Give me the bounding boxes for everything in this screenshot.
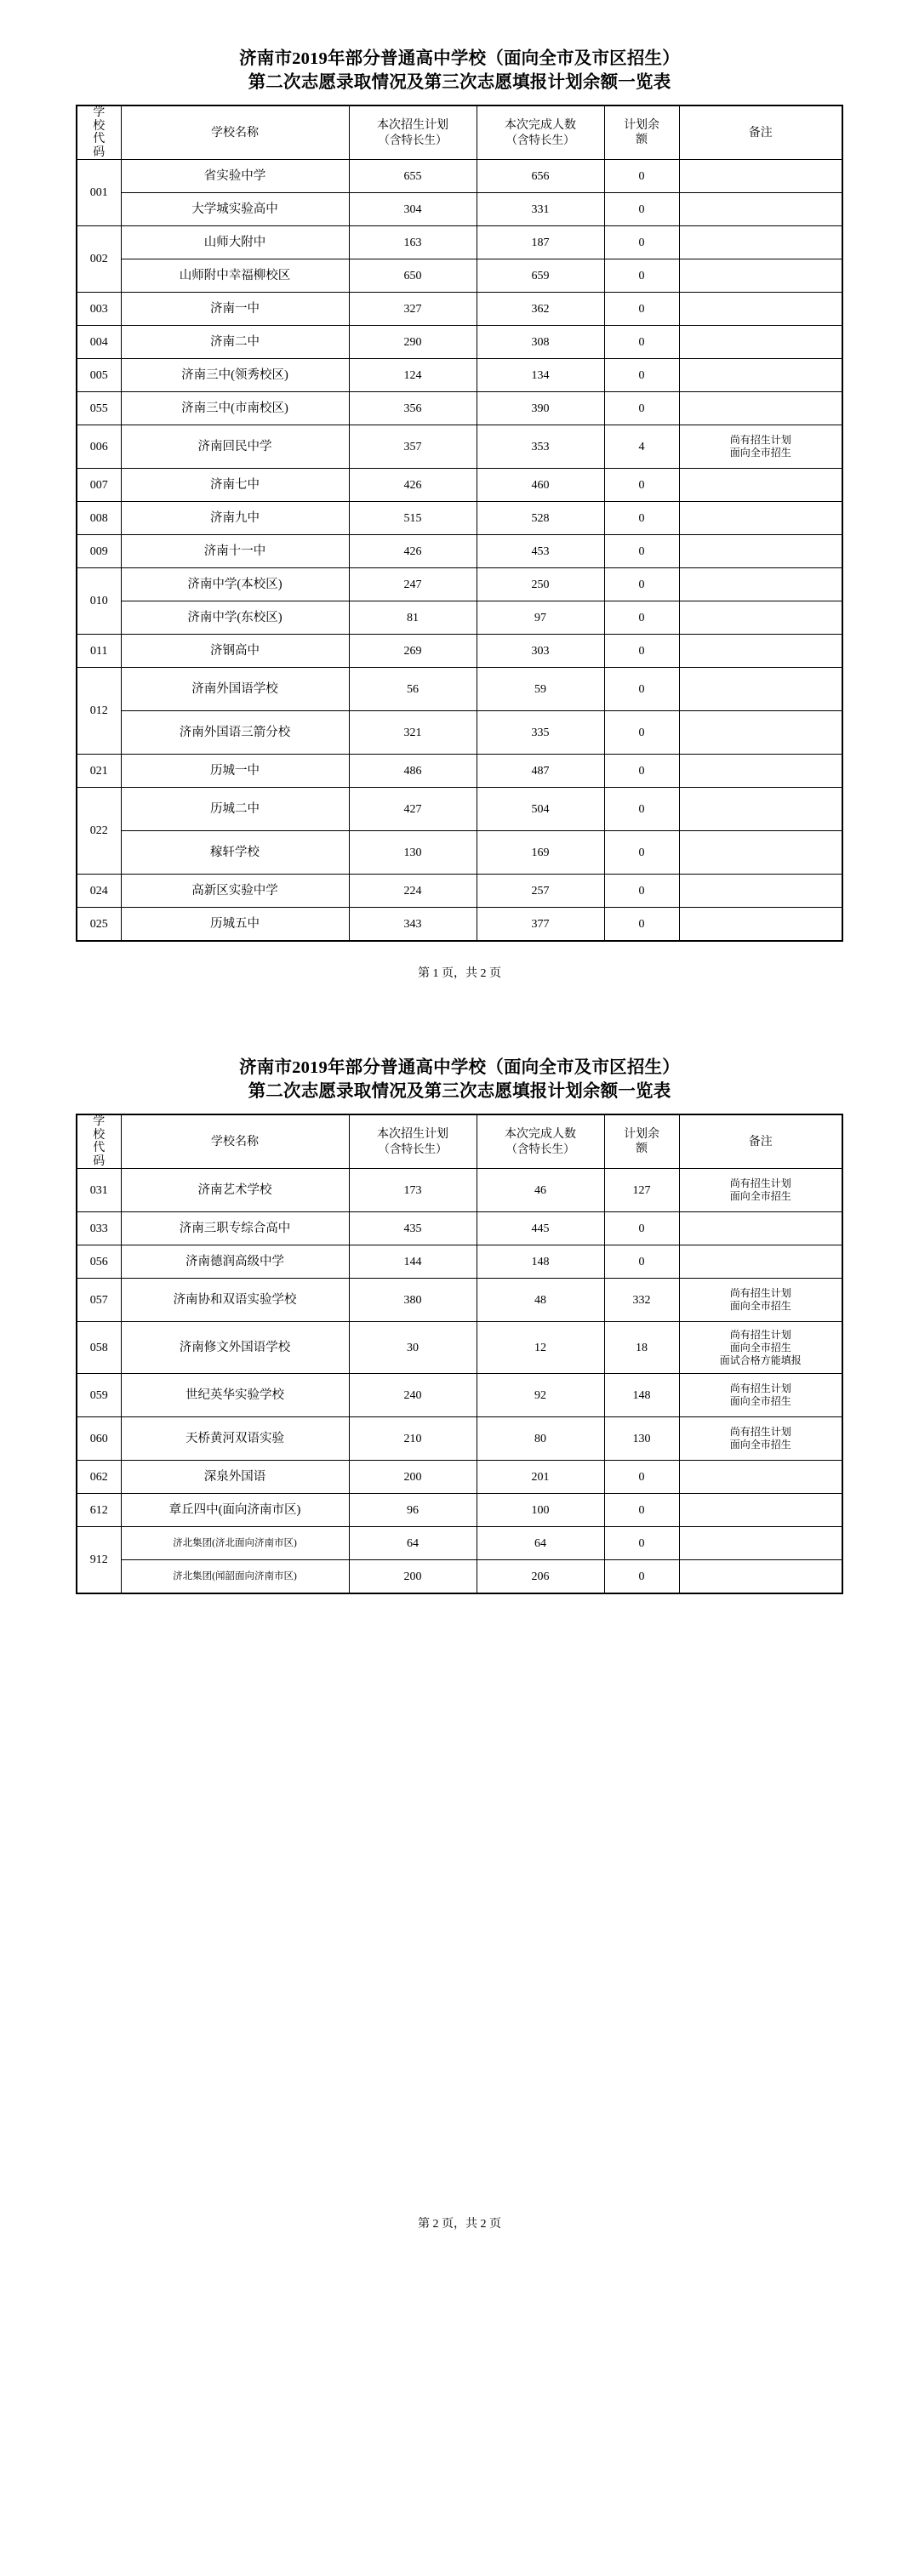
cell-school-code: 062	[77, 1461, 121, 1494]
cell-completed: 362	[477, 293, 604, 326]
cell-school-code: 002	[77, 226, 121, 293]
cell-plan: 655	[349, 160, 477, 193]
note-line: 尚有招生计划	[729, 1328, 791, 1341]
cell-plan: 321	[349, 711, 477, 755]
note-line: 面向全市招生	[729, 1439, 791, 1450]
table-row	[77, 1374, 842, 1417]
cell-remaining: 0	[604, 788, 679, 831]
cell-plan: 356	[349, 392, 477, 425]
table-row	[77, 755, 842, 788]
cell-plan: 224	[349, 875, 477, 908]
cell-remaining: 0	[604, 1494, 679, 1527]
cell-remaining: 4	[604, 425, 679, 469]
cell-school-code: 060	[77, 1417, 121, 1461]
cell-completed: 80	[477, 1417, 604, 1461]
table-body-page-2	[77, 1169, 842, 1594]
cell-note	[679, 193, 842, 226]
table-row	[77, 668, 842, 711]
cell-remaining: 0	[604, 635, 679, 668]
cell-school-code: 011	[77, 635, 121, 668]
table-row	[77, 1245, 842, 1279]
cell-completed: 206	[477, 1560, 604, 1594]
cell-school-name: 世纪英华实验学校	[121, 1374, 349, 1417]
cell-school-name: 济南二中	[121, 326, 349, 359]
cell-plan: 144	[349, 1245, 477, 1279]
table-row	[77, 259, 842, 293]
table-header-page-2	[77, 1114, 842, 1169]
cell-remaining: 18	[604, 1322, 679, 1374]
cell-remaining: 0	[604, 875, 679, 908]
cell-completed: 308	[477, 326, 604, 359]
cell-school-code: 024	[77, 875, 121, 908]
title-line-2: 第二次志愿录取情况及第三次志愿填报计划余额一览表	[248, 73, 671, 92]
table-row	[77, 326, 842, 359]
cell-completed: 48	[477, 1279, 604, 1322]
table-row	[77, 359, 842, 392]
cell-note	[679, 160, 842, 193]
table-row	[77, 711, 842, 755]
cell-plan: 427	[349, 788, 477, 831]
cell-plan: 269	[349, 635, 477, 668]
cell-plan: 64	[349, 1527, 477, 1560]
cell-remaining: 127	[604, 1169, 679, 1212]
cell-remaining: 0	[604, 392, 679, 425]
column-header-completed-sub: （含特长生）	[505, 1143, 575, 1155]
table-row	[77, 1461, 842, 1494]
cell-plan: 304	[349, 193, 477, 226]
cell-completed: 335	[477, 711, 604, 755]
cell-completed: 303	[477, 635, 604, 668]
cell-school-code: 056	[77, 1245, 121, 1279]
cell-remaining: 0	[604, 326, 679, 359]
cell-school-code: 006	[77, 425, 121, 469]
cell-remaining: 0	[604, 1245, 679, 1279]
table-header-page-1	[77, 105, 842, 160]
admission-table-page-2	[76, 1114, 843, 1594]
note-line: 尚有招生计划	[729, 1382, 791, 1394]
column-header-plan	[349, 1114, 477, 1169]
cell-school-code: 005	[77, 359, 121, 392]
table-row	[77, 1279, 842, 1322]
cell-note	[679, 1560, 842, 1594]
cell-plan: 200	[349, 1560, 477, 1594]
column-header-completed	[477, 1114, 604, 1169]
column-header-school-code: 学校代码	[77, 105, 121, 160]
table-row	[77, 392, 842, 425]
cell-school-name: 历城二中	[121, 788, 349, 831]
cell-school-code: 912	[77, 1527, 121, 1594]
cell-note	[679, 635, 842, 668]
table-row	[77, 1212, 842, 1245]
cell-note	[679, 1461, 842, 1494]
table-row	[77, 635, 842, 668]
cell-remaining: 0	[604, 160, 679, 193]
page-2-footer: 第 2 页，共 2 页	[418, 2218, 501, 2231]
cell-school-name: 高新区实验中学	[121, 875, 349, 908]
table-row	[77, 788, 842, 831]
column-header-completed	[477, 105, 604, 160]
cell-school-name: 历城一中	[121, 755, 349, 788]
cell-plan: 357	[349, 425, 477, 469]
cell-completed: 528	[477, 502, 604, 535]
table-row	[77, 160, 842, 193]
cell-note	[679, 1245, 842, 1279]
cell-school-name: 大学城实验高中	[121, 193, 349, 226]
table-row	[77, 1494, 842, 1527]
cell-school-code: 012	[77, 668, 121, 755]
cell-school-code: 057	[77, 1279, 121, 1322]
cell-school-name: 济南协和双语实验学校	[121, 1279, 349, 1322]
column-header-remaining-line1: 计划余	[624, 119, 659, 132]
table-row	[77, 601, 842, 635]
column-header-remaining	[604, 105, 679, 160]
table-row	[77, 193, 842, 226]
cell-school-name: 济南外国语三箭分校	[121, 711, 349, 755]
cell-note	[679, 1169, 842, 1212]
page-1-footer: 第 1 页，共 2 页	[418, 967, 501, 980]
cell-plan: 435	[349, 1212, 477, 1245]
column-header-school-code: 学校代码	[77, 1114, 121, 1169]
column-header-note: 备注	[679, 1114, 842, 1169]
cell-completed: 148	[477, 1245, 604, 1279]
cell-plan: 200	[349, 1461, 477, 1494]
cell-note	[679, 359, 842, 392]
note-line: 面向全市招生	[729, 1341, 791, 1354]
cell-note	[679, 908, 842, 942]
cell-note	[679, 1322, 842, 1374]
note-line: 面向全市招生	[729, 447, 791, 459]
note-line: 面向全市招生	[729, 1395, 791, 1407]
table-row	[77, 1527, 842, 1560]
cell-school-name: 章丘四中(面向济南市区)	[121, 1494, 349, 1527]
cell-completed: 92	[477, 1374, 604, 1417]
cell-school-name: 济南十一中	[121, 535, 349, 568]
cell-school-name: 济南回民中学	[121, 425, 349, 469]
cell-completed: 97	[477, 601, 604, 635]
cell-remaining: 0	[604, 831, 679, 875]
cell-plan: 327	[349, 293, 477, 326]
cell-remaining: 0	[604, 1212, 679, 1245]
cell-completed: 12	[477, 1322, 604, 1374]
cell-note	[679, 259, 842, 293]
table-row	[77, 293, 842, 326]
cell-remaining: 0	[604, 359, 679, 392]
cell-remaining: 0	[604, 1461, 679, 1494]
table-row	[77, 425, 842, 469]
cell-school-name: 济北集团(闻韶面向济南市区)	[121, 1560, 349, 1594]
cell-school-name: 济南一中	[121, 293, 349, 326]
admission-table-page-1	[76, 105, 843, 942]
cell-school-name: 济南中学(本校区)	[121, 568, 349, 601]
cell-plan: 56	[349, 668, 477, 711]
column-header-remaining-line2: 额	[636, 134, 648, 146]
cell-plan: 515	[349, 502, 477, 535]
cell-school-name: 济南德润高级中学	[121, 1245, 349, 1279]
column-header-plan-sub: （含特长生）	[378, 1143, 448, 1155]
cell-school-name: 济北集团(济北面向济南市区)	[121, 1527, 349, 1560]
cell-note	[679, 535, 842, 568]
cell-school-code: 055	[77, 392, 121, 425]
cell-school-code: 059	[77, 1374, 121, 1417]
cell-note	[679, 568, 842, 601]
cell-school-name: 济南中学(东校区)	[121, 601, 349, 635]
cell-remaining: 0	[604, 755, 679, 788]
cell-school-code: 009	[77, 535, 121, 568]
cell-completed: 445	[477, 1212, 604, 1245]
cell-note	[679, 1417, 842, 1461]
cell-remaining: 0	[604, 601, 679, 635]
title-line-1: 济南市2019年部分普通高中学校（面向全市及市区招生）	[239, 49, 680, 68]
cell-school-name: 稼轩学校	[121, 831, 349, 875]
cell-note	[679, 668, 842, 711]
cell-plan: 130	[349, 831, 477, 875]
cell-completed: 377	[477, 908, 604, 942]
cell-school-code: 008	[77, 502, 121, 535]
cell-plan: 343	[349, 908, 477, 942]
header-row	[77, 1114, 842, 1169]
cell-completed: 46	[477, 1169, 604, 1212]
cell-plan: 81	[349, 601, 477, 635]
cell-school-name: 济南三中(市南校区)	[121, 392, 349, 425]
cell-remaining: 0	[604, 908, 679, 942]
cell-school-code: 004	[77, 326, 121, 359]
table-row	[77, 1322, 842, 1374]
cell-note	[679, 1279, 842, 1322]
table-row	[77, 535, 842, 568]
cell-completed: 64	[477, 1527, 604, 1560]
table-row	[77, 502, 842, 535]
column-header-school-name: 学校名称	[121, 1114, 349, 1169]
cell-school-code: 001	[77, 160, 121, 226]
cell-plan: 426	[349, 535, 477, 568]
cell-completed: 187	[477, 226, 604, 259]
cell-note	[679, 392, 842, 425]
document-page-2	[0, 1015, 919, 2257]
table-row	[77, 226, 842, 259]
cell-remaining: 148	[604, 1374, 679, 1417]
column-header-plan-main: 本次招生计划	[377, 119, 448, 132]
header-row	[77, 105, 842, 160]
cell-note	[679, 875, 842, 908]
column-header-remaining-line1: 计划余	[624, 1128, 659, 1141]
cell-plan: 173	[349, 1169, 477, 1212]
column-header-completed-sub: （含特长生）	[505, 134, 575, 146]
cell-completed: 257	[477, 875, 604, 908]
cell-remaining: 0	[604, 193, 679, 226]
cell-plan: 247	[349, 568, 477, 601]
cell-school-code: 022	[77, 788, 121, 875]
cell-remaining: 0	[604, 293, 679, 326]
cell-completed: 656	[477, 160, 604, 193]
cell-remaining: 0	[604, 668, 679, 711]
cell-note	[679, 755, 842, 788]
cell-completed: 659	[477, 259, 604, 293]
cell-note	[679, 601, 842, 635]
table-row	[77, 1560, 842, 1594]
cell-plan: 124	[349, 359, 477, 392]
cell-school-name: 历城五中	[121, 908, 349, 942]
cell-school-name: 山师大附中	[121, 226, 349, 259]
cell-school-name: 省实验中学	[121, 160, 349, 193]
cell-plan: 380	[349, 1279, 477, 1322]
cell-completed: 59	[477, 668, 604, 711]
note-line: 尚有招生计划	[729, 1177, 791, 1189]
column-header-remaining-line2: 额	[636, 1143, 648, 1155]
cell-school-name: 济南外国语学校	[121, 668, 349, 711]
cell-remaining: 130	[604, 1417, 679, 1461]
cell-completed: 504	[477, 788, 604, 831]
cell-school-name: 济南九中	[121, 502, 349, 535]
cell-school-name: 深泉外国语	[121, 1461, 349, 1494]
cell-remaining: 332	[604, 1279, 679, 1322]
table-row	[77, 469, 842, 502]
cell-note	[679, 788, 842, 831]
cell-completed: 453	[477, 535, 604, 568]
cell-school-name: 天桥黄河双语实验	[121, 1417, 349, 1461]
cell-remaining: 0	[604, 568, 679, 601]
cell-completed: 331	[477, 193, 604, 226]
table-row	[77, 831, 842, 875]
column-header-plan-main: 本次招生计划	[377, 1128, 448, 1141]
column-header-completed-main: 本次完成人数	[505, 1128, 576, 1141]
cell-remaining: 0	[604, 535, 679, 568]
cell-school-code: 003	[77, 293, 121, 326]
title-line-2-p2: 第二次志愿录取情况及第三次志愿填报计划余额一览表	[248, 1082, 671, 1101]
cell-completed: 250	[477, 568, 604, 601]
note-line: 面向全市招生	[729, 1300, 791, 1312]
cell-plan: 163	[349, 226, 477, 259]
cell-remaining: 0	[604, 259, 679, 293]
cell-plan: 290	[349, 326, 477, 359]
table-body-page-1	[77, 160, 842, 942]
cell-remaining: 0	[604, 502, 679, 535]
cell-note	[679, 711, 842, 755]
cell-plan: 210	[349, 1417, 477, 1461]
cell-remaining: 0	[604, 1560, 679, 1594]
note-line: 尚有招生计划	[729, 1426, 791, 1438]
title-line-1-p2: 济南市2019年部分普通高中学校（面向全市及市区招生）	[239, 1058, 680, 1077]
cell-completed: 353	[477, 425, 604, 469]
cell-completed: 169	[477, 831, 604, 875]
cell-completed: 487	[477, 755, 604, 788]
cell-note	[679, 502, 842, 535]
cell-school-code: 021	[77, 755, 121, 788]
cell-school-name: 济南修文外国语学校	[121, 1322, 349, 1374]
cell-completed: 134	[477, 359, 604, 392]
cell-plan: 30	[349, 1322, 477, 1374]
column-header-remaining	[604, 1114, 679, 1169]
cell-completed: 100	[477, 1494, 604, 1527]
cell-plan: 240	[349, 1374, 477, 1417]
note-line: 面向全市招生	[729, 1190, 791, 1202]
cell-note	[679, 469, 842, 502]
cell-school-code: 031	[77, 1169, 121, 1212]
cell-completed: 460	[477, 469, 604, 502]
cell-school-name: 山师附中幸福柳校区	[121, 259, 349, 293]
table-row	[77, 908, 842, 942]
cell-school-code: 007	[77, 469, 121, 502]
page-1-title-block	[51, 47, 868, 94]
cell-plan: 96	[349, 1494, 477, 1527]
cell-remaining: 0	[604, 469, 679, 502]
cell-remaining: 0	[604, 1527, 679, 1560]
cell-note	[679, 1374, 842, 1417]
cell-school-code: 010	[77, 568, 121, 635]
cell-plan: 486	[349, 755, 477, 788]
cell-note	[679, 326, 842, 359]
cell-note	[679, 293, 842, 326]
cell-note	[679, 1527, 842, 1560]
cell-school-code: 612	[77, 1494, 121, 1527]
cell-school-code: 033	[77, 1212, 121, 1245]
cell-school-code: 058	[77, 1322, 121, 1374]
note-line: 尚有招生计划	[729, 434, 791, 446]
cell-school-name: 济钢高中	[121, 635, 349, 668]
table-row	[77, 1417, 842, 1461]
table-row	[77, 568, 842, 601]
note-line: 面试合格方能填报	[719, 1354, 802, 1366]
cell-note	[679, 1212, 842, 1245]
column-header-note: 备注	[679, 105, 842, 160]
cell-note	[679, 831, 842, 875]
cell-school-name: 济南艺术学校	[121, 1169, 349, 1212]
document-page-1	[0, 0, 919, 981]
column-header-plan-sub: （含特长生）	[378, 134, 448, 146]
cell-note	[679, 226, 842, 259]
column-header-completed-main: 本次完成人数	[505, 119, 576, 132]
table-row	[77, 875, 842, 908]
cell-note	[679, 425, 842, 469]
cell-completed: 390	[477, 392, 604, 425]
cell-remaining: 0	[604, 226, 679, 259]
cell-note	[679, 1494, 842, 1527]
cell-plan: 650	[349, 259, 477, 293]
cell-plan: 426	[349, 469, 477, 502]
cell-school-name: 济南七中	[121, 469, 349, 502]
cell-school-code: 025	[77, 908, 121, 942]
table-row	[77, 1169, 842, 1212]
column-header-school-name: 学校名称	[121, 105, 349, 160]
column-header-plan	[349, 105, 477, 160]
page-2-title-block	[51, 1056, 868, 1103]
cell-completed: 201	[477, 1461, 604, 1494]
page-break-spacer	[0, 981, 919, 1015]
cell-remaining: 0	[604, 711, 679, 755]
note-line: 尚有招生计划	[729, 1287, 791, 1299]
cell-school-name: 济南三中(领秀校区)	[121, 359, 349, 392]
cell-school-name: 济南三职专综合高中	[121, 1212, 349, 1245]
